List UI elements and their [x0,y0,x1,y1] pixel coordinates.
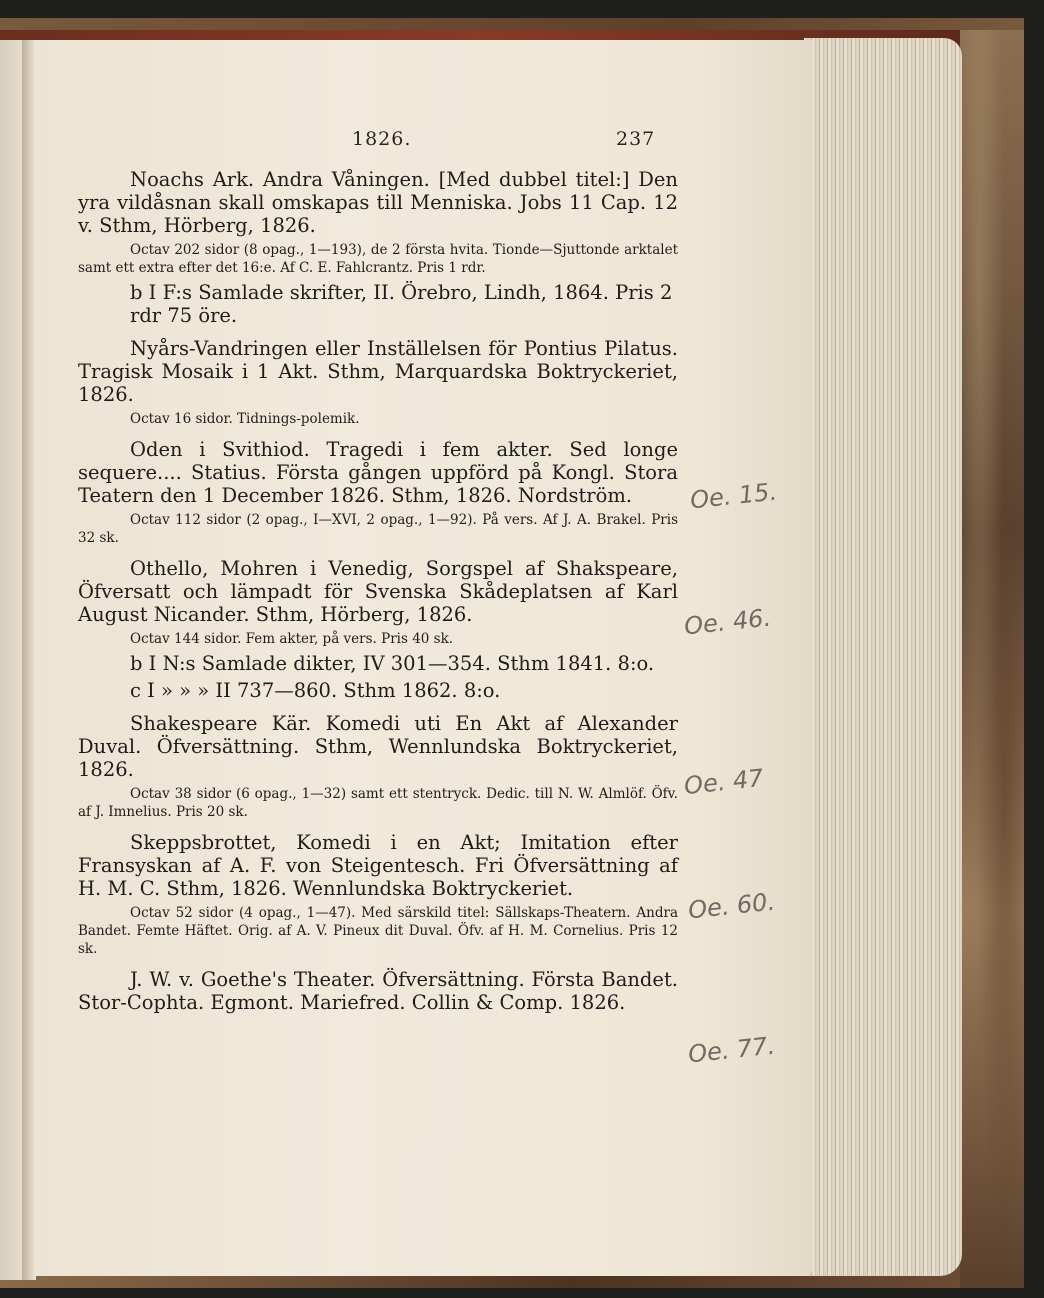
entry-body: Oden i Svithiod. Tragedi i fem akter. Sed longe sequere.... Statius. Första gången uppförd på Kongl. Stora Teatern den 1 December 1826. Sthm, 1826. Nordström. [78,438,678,507]
entry-note: Octav 38 sidor (6 opag., 1—32) samt ett stentryck. Dedic. till N. W. Almlöf. Öfv. af J. Imnelius. Pris 20 sk. [78,786,678,820]
entry-skeppsbrottet [78,831,678,958]
marbled-cover-edge [960,30,1024,1288]
entry-ref: b I N:s Samlade dikter, IV 301—354. Sthm 1841. 8:o. [130,652,655,675]
entry-body: Othello, Mohren i Venedig, Sorgspel af Shakspeare, Öfversatt och lämpadt för Svenska Skådeplatsen af Karl August Nicander. Sthm, Hörberg, 1826. [78,557,678,626]
margin-note: Oe. 47 [682,763,765,801]
entry-nyars-vandringen [78,337,678,428]
entry-noachs-ark [78,168,678,327]
entry-goethes-theater [78,968,678,1014]
margin-note: Oe. 77. [686,1031,777,1069]
entry-note: Octav 202 sidor (8 opag., 1—193), de 2 första hvita. Tionde—Sjuttonde arktalet samt ett extra efter det 16:e. Af C. E. Fahlcrantz. Pris 1 rdr. [78,242,678,276]
entry-body: Skeppsbrottet, Komedi i en Akt; Imitation efter Fransyskan af A. F. von Steigentesch. Fri Öfversättning af H. M. C. Sthm, 1826. Wennlundska Boktryckeriet. [78,831,678,900]
entries-column [78,168,678,1024]
entry-note: Octav 52 sidor (4 opag., 1—47). Med särskild titel: Sällskaps-Theatern. Andra Bandet. Femte Häftet. Orig. af A. V. Pineux dit Duval. Öfv. af H. M. Cornelius. Pris 12 sk. [78,905,678,957]
entry-othello [78,557,678,702]
page-edges [804,38,962,1276]
entry-ref: c I » » » II 737—860. Sthm 1862. 8:o. [130,679,501,702]
entry-shakespeare-kar [78,712,678,821]
entry-body: Noachs Ark. Andra Våningen. [Med dubbel titel:] Den yra vildåsnan skall omskapas till Menniska. Jobs 11 Cap. 12 v. Sthm, Hörberg, 1826. [78,168,678,237]
entry-body: Nyårs-Vandringen eller Inställelsen för Pontius Pilatus. Tragisk Mosaik i 1 Akt. Sthm, Marquardska Boktryckeriet, 1826. [78,337,678,406]
entry-body: Shakespeare Kär. Komedi uti En Akt af Alexander Duval. Öfversättning. Sthm, Wennlundska Boktryckeriet, 1826. [78,712,678,781]
margin-note: Oe. 60. [686,887,777,925]
page-number: 237 [616,128,656,150]
page-gutter [22,40,36,1280]
margin-note: Oe. 46. [682,603,773,641]
entry-note: Octav 112 sidor (2 opag., I—XVI, 2 opag., 1—92). På vers. Af J. A. Brakel. Pris 32 sk. [78,512,678,546]
entry-body: J. W. v. Goethe's Theater. Öfversättning. Första Bandet. Stor-Cophta. Egmont. Mariefred. Collin & Comp. 1826. [78,968,678,1014]
running-header-year: 1826. [352,128,412,150]
margin-note: Oe. 15. [688,477,779,515]
entry-ref: b I F:s Samlade skrifter, II. Örebro, Lindh, 1864. Pris 2 rdr 75 öre. [130,281,673,327]
entry-oden-i-svithiod [78,438,678,547]
entry-note: Octav 16 sidor. Tidnings-polemik. [130,411,360,427]
entry-note: Octav 144 sidor. Fem akter, på vers. Pris 40 sk. [130,631,454,647]
